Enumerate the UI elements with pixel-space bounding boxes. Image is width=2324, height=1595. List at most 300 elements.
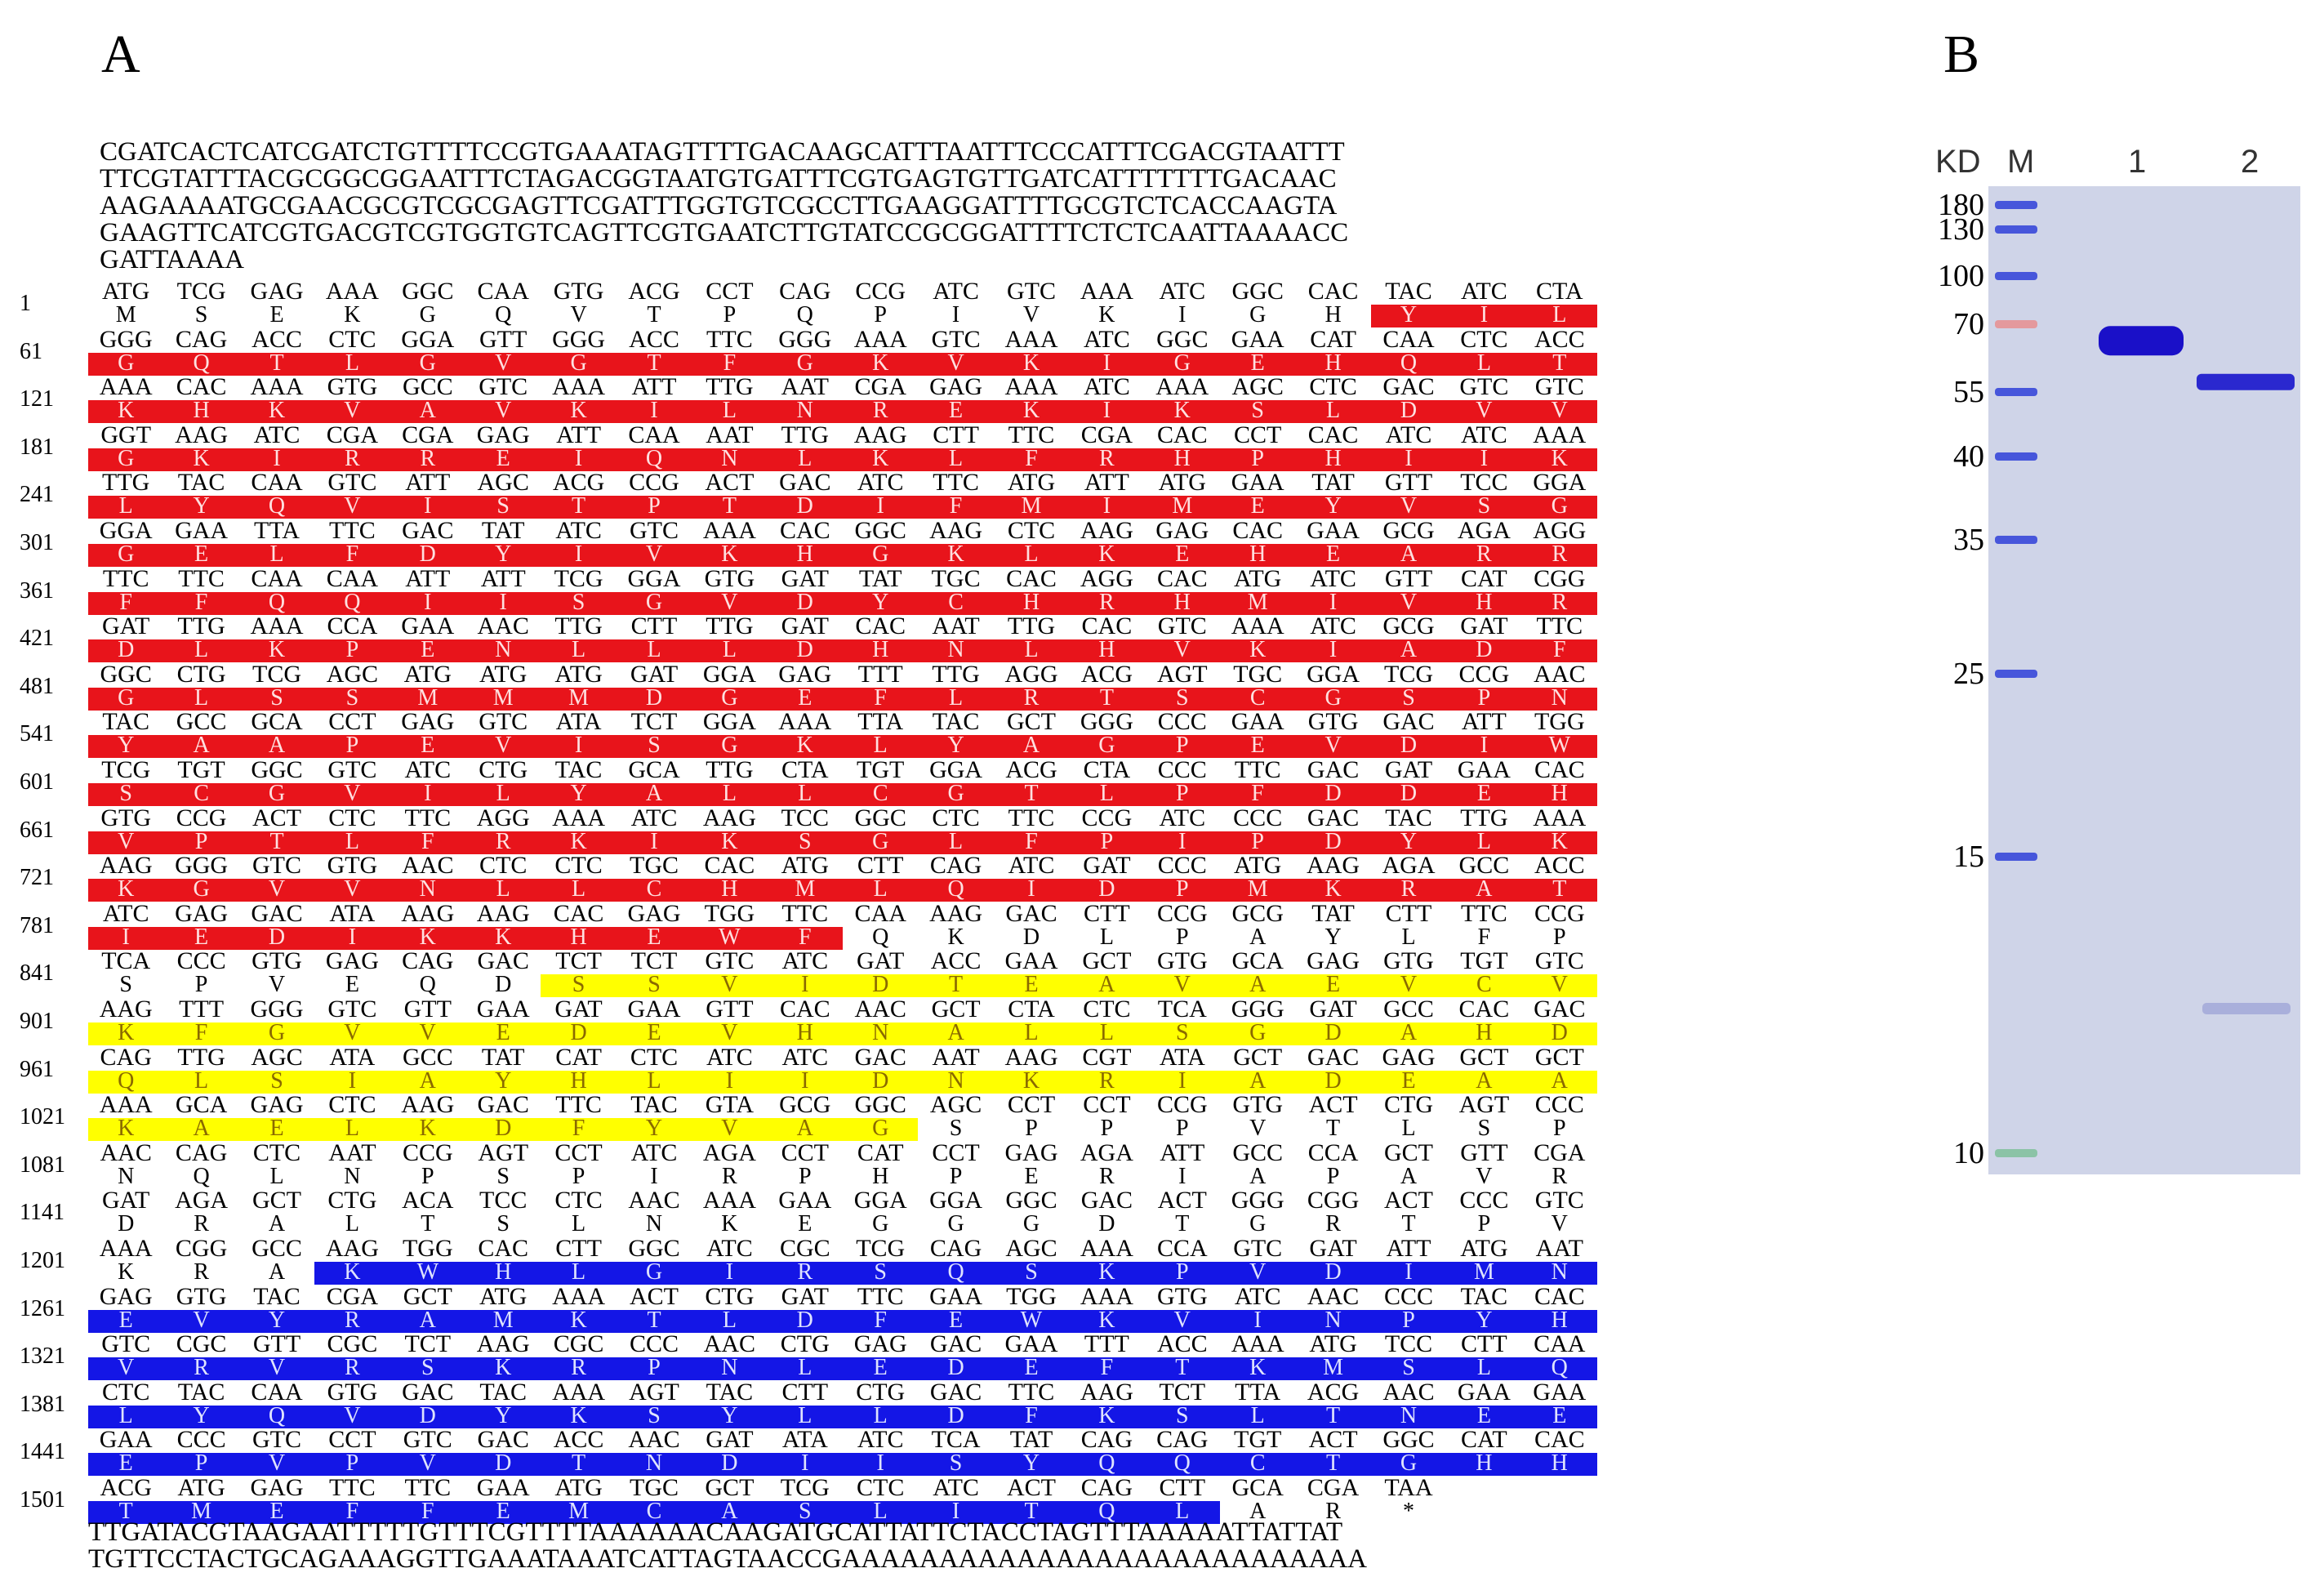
- codon: ACG: [1080, 660, 1133, 688]
- amino-acid: L: [194, 684, 209, 711]
- marker-band: [1995, 388, 2037, 396]
- codon: TCG: [856, 1235, 906, 1262]
- amino-acid: T: [647, 1307, 661, 1333]
- codon: GAC: [251, 899, 303, 927]
- amino-acid: L: [647, 637, 661, 663]
- amino-acid: E: [1250, 493, 1265, 519]
- amino-acid: S: [799, 1499, 812, 1524]
- amino-acid: R: [345, 445, 360, 471]
- codon: TTC: [329, 517, 376, 544]
- codon: AAA: [99, 1091, 153, 1119]
- amino-acid: K: [1173, 398, 1191, 424]
- amino-acid: E: [269, 1116, 284, 1142]
- codon: CCT: [1083, 1091, 1131, 1119]
- amino-acid: G: [721, 684, 738, 711]
- marker-band: [1995, 272, 2037, 280]
- codon: CAA: [251, 1378, 303, 1406]
- marker-kd-label: 70: [1953, 307, 1984, 341]
- codon: CCC: [1157, 852, 1207, 880]
- amino-acid: V: [721, 1116, 738, 1142]
- row-number: 181: [20, 434, 54, 460]
- amino-acid: F: [572, 1116, 585, 1142]
- amino-acid: G: [872, 1211, 889, 1237]
- codon: CCC: [1459, 1187, 1509, 1214]
- codon: ATC: [1461, 278, 1507, 305]
- codon: GAG: [778, 660, 832, 688]
- amino-acid: R: [1023, 684, 1040, 711]
- codon: GCG: [1382, 517, 1435, 544]
- amino-acid: K: [118, 1259, 135, 1285]
- row-number: 961: [20, 1056, 54, 1082]
- amino-acid: F: [194, 1020, 208, 1045]
- amino-acid: Q: [872, 924, 889, 950]
- amino-acid: D: [495, 972, 512, 998]
- amino-acid: I: [1329, 637, 1338, 663]
- amino-acid: Y: [1325, 924, 1342, 950]
- codon: ATC: [1084, 373, 1130, 401]
- codon: ATC: [555, 517, 602, 544]
- amino-acid: K: [1098, 1307, 1115, 1333]
- amino-acid: L: [194, 1067, 209, 1094]
- amino-acid: A: [1400, 1163, 1418, 1189]
- codon: ACT: [1384, 1187, 1433, 1214]
- codon: AGG: [476, 804, 530, 831]
- amino-acid: P: [1553, 1116, 1566, 1142]
- amino-acid: C: [1249, 1450, 1266, 1477]
- codon: CTC: [932, 804, 980, 831]
- codon: CCC: [1383, 1282, 1434, 1310]
- amino-acid: G: [1249, 302, 1267, 327]
- amino-acid: W: [1548, 733, 1571, 759]
- sequence-row: [0, 758, 1633, 805]
- codon: GAC: [402, 517, 454, 544]
- codon: TGT: [177, 756, 225, 783]
- amino-acid: F: [874, 1307, 887, 1333]
- amino-acid: N: [495, 637, 512, 663]
- codon: CAG: [175, 1138, 228, 1166]
- codon: CCT: [328, 1426, 376, 1454]
- codon: GAA: [1231, 325, 1284, 353]
- codon: CCA: [327, 613, 378, 640]
- row-number: 601: [20, 769, 54, 795]
- codon: AGT: [1156, 660, 1208, 688]
- lane-1-header: 1: [2128, 144, 2147, 180]
- amino-acid: D: [1098, 1211, 1115, 1237]
- gel-image: [1988, 186, 2300, 1174]
- amino-acid: E: [1326, 972, 1341, 998]
- codon: CCG: [1458, 660, 1510, 688]
- amino-acid: M: [417, 684, 439, 711]
- amino-acid: I: [1178, 1163, 1186, 1189]
- amino-acid: A: [1249, 924, 1267, 950]
- amino-acid: N: [645, 1450, 663, 1477]
- amino-acid: K: [1551, 828, 1568, 854]
- codon: TAC: [102, 708, 149, 736]
- codon: AAC: [1307, 1282, 1360, 1310]
- amino-acid: F: [1251, 781, 1264, 806]
- amino-acid: K: [268, 637, 286, 663]
- codon: GAA: [476, 1474, 530, 1501]
- amino-acid: F: [1553, 637, 1566, 663]
- amino-acid: S: [874, 1259, 887, 1285]
- codon: TTC: [178, 564, 225, 592]
- codon: CCT: [706, 278, 754, 305]
- amino-acid: D: [796, 637, 813, 663]
- amino-acid: F: [1025, 828, 1038, 854]
- amino-acid: H: [1476, 1020, 1493, 1045]
- amino-acid: D: [268, 924, 286, 950]
- codon: GCC: [1458, 852, 1510, 880]
- codon: GGA: [702, 708, 756, 736]
- codon: ATA: [329, 1043, 376, 1071]
- amino-acid: L: [873, 1499, 888, 1524]
- codon: AGT: [478, 1138, 529, 1166]
- amino-acid: K: [118, 1116, 135, 1142]
- codon: GAA: [1231, 469, 1284, 497]
- codon: GAG: [99, 1282, 153, 1310]
- codon: GAG: [401, 708, 455, 736]
- codon: CTT: [1159, 1474, 1206, 1501]
- amino-acid: I: [650, 398, 658, 424]
- amino-acid: V: [1173, 637, 1191, 663]
- marker-kd-label: 15: [1953, 840, 1984, 874]
- amino-acid: L: [1024, 637, 1039, 663]
- codon: GAT: [857, 947, 905, 975]
- amino-acid: Y: [570, 781, 587, 806]
- sequence-row: [0, 853, 1633, 901]
- amino-acid: G: [118, 445, 135, 471]
- marker-kd-label: 25: [1953, 657, 1984, 691]
- amino-acid: R: [1552, 589, 1568, 615]
- amino-acid: E: [1552, 1402, 1567, 1428]
- codon: CAA: [1382, 325, 1435, 353]
- amino-acid: E: [421, 733, 435, 759]
- codon: ATC: [857, 469, 904, 497]
- amino-acid: H: [1476, 1450, 1493, 1477]
- amino-acid: A: [1400, 541, 1418, 567]
- codon: TAT: [1311, 469, 1355, 497]
- marker-kd-label: 180: [1938, 188, 1984, 222]
- codon: CTG: [780, 1330, 830, 1358]
- amino-acid: D: [872, 972, 889, 998]
- codon: AGA: [175, 1187, 229, 1214]
- codon: CTC: [1007, 517, 1056, 544]
- codon: CGC: [327, 1330, 378, 1358]
- row-number: 1381: [20, 1391, 65, 1417]
- amino-acid: Y: [193, 493, 210, 519]
- codon: GTC: [705, 947, 755, 975]
- amino-acid: I: [725, 1067, 734, 1094]
- codon: AGG: [1004, 660, 1058, 688]
- amino-acid: G: [118, 541, 135, 567]
- amino-acid: E: [1024, 1355, 1039, 1381]
- codon: CAG: [1080, 1474, 1133, 1501]
- lane-2-faint-band: [2202, 1003, 2291, 1014]
- codon: ACG: [552, 469, 605, 497]
- codon: GAA: [1231, 708, 1284, 736]
- codon: ATC: [1159, 804, 1206, 831]
- amino-acid: V: [118, 1355, 135, 1381]
- codon: GTG: [327, 373, 378, 401]
- codon: CAG: [929, 852, 982, 880]
- codon: GAC: [1534, 996, 1586, 1022]
- codon: GGA: [929, 756, 983, 783]
- amino-acid: Q: [419, 972, 436, 998]
- codon: AAA: [702, 517, 756, 544]
- row-number: 1321: [20, 1343, 65, 1370]
- amino-acid: C: [1476, 972, 1492, 998]
- codon: TCA: [101, 947, 151, 975]
- utr3-line: TTGATACGTAAGAATTTTTGTTTCGTTTTAAAAAACAAGATGCATTATTCTACCTAGTTTAAAAATTATTAT: [88, 1517, 1343, 1547]
- codon: ACT: [1308, 1091, 1358, 1119]
- codon: GTC: [327, 469, 377, 497]
- sequence-row: [0, 1138, 1633, 1189]
- amino-acid: P: [1251, 828, 1264, 854]
- amino-acid: P: [1251, 445, 1264, 471]
- amino-acid: F: [119, 589, 132, 615]
- codon: GCC: [176, 708, 227, 736]
- codon: GGG: [250, 996, 304, 1022]
- amino-acid: S: [1402, 1355, 1415, 1381]
- codon: TCA: [1157, 996, 1207, 1022]
- codon: CTT: [630, 613, 678, 640]
- codon: CAC: [1006, 564, 1057, 592]
- codon: ATT: [631, 373, 677, 401]
- codon: GAA: [1457, 1378, 1511, 1406]
- amino-acid: C: [872, 781, 888, 806]
- amino-acid: S: [1251, 398, 1264, 424]
- codon: GAT: [1309, 996, 1357, 1022]
- amino-acid: S: [1477, 493, 1491, 519]
- amino-acid: F: [1025, 1402, 1038, 1428]
- amino-acid: R: [872, 398, 888, 424]
- codon: GGC: [854, 804, 906, 831]
- amino-acid: E: [194, 541, 209, 567]
- amino-acid: V: [268, 1355, 286, 1381]
- codon: ATC: [1461, 421, 1507, 448]
- amino-acid: A: [796, 1116, 813, 1142]
- codon: TAC: [554, 756, 603, 783]
- codon: ATG: [177, 1474, 225, 1501]
- amino-acid: A: [1400, 637, 1418, 663]
- amino-acid: P: [345, 733, 359, 759]
- amino-acid: P: [1176, 1259, 1189, 1285]
- amino-acid: G: [1325, 684, 1342, 711]
- codon: TCT: [630, 708, 678, 736]
- codon: GTG: [1307, 708, 1359, 736]
- amino-acid: G: [1400, 1450, 1418, 1477]
- amino-acid: L: [1476, 828, 1491, 854]
- amino-acid: D: [1325, 828, 1342, 854]
- codon: AAC: [628, 1187, 680, 1214]
- amino-acid: Q: [796, 302, 813, 327]
- amino-acid: L: [496, 876, 510, 902]
- amino-acid: K: [872, 350, 889, 376]
- codon: GTG: [252, 947, 302, 975]
- codon: AAT: [706, 421, 754, 448]
- amino-acid: P: [1176, 733, 1189, 759]
- amino-acid: S: [1176, 1402, 1189, 1428]
- codon: GAT: [554, 996, 603, 1022]
- amino-acid: V: [947, 350, 964, 376]
- sequence-row: [0, 997, 1633, 1045]
- amino-acid: N: [118, 1163, 135, 1189]
- amino-acid: M: [1473, 1259, 1494, 1285]
- codon: AAG: [1004, 1043, 1058, 1071]
- amino-acid: R: [345, 1355, 360, 1381]
- sequence-row: [0, 519, 1633, 566]
- codon: CAT: [555, 1043, 602, 1071]
- row-number: 901: [20, 1009, 54, 1034]
- codon: TTC: [404, 1474, 452, 1501]
- sequence-row: [0, 899, 1633, 950]
- amino-acid: V: [645, 541, 663, 567]
- codon: TTA: [857, 708, 904, 736]
- codon: GCT: [1007, 708, 1056, 736]
- amino-acid: M: [1247, 876, 1268, 902]
- amino-acid: I: [574, 445, 583, 471]
- amino-acid: E: [269, 1499, 284, 1524]
- codon: GTT: [1460, 1138, 1508, 1166]
- codon: AAA: [702, 1187, 756, 1214]
- codon: GTC: [931, 325, 981, 353]
- amino-acid: L: [949, 684, 964, 711]
- amino-acid: Q: [1400, 350, 1418, 376]
- amino-acid: G: [118, 350, 135, 376]
- amino-acid: D: [1325, 1020, 1342, 1045]
- codon: CGA: [1080, 421, 1133, 448]
- sequence-row: [0, 1282, 1633, 1333]
- codon: AAA: [853, 325, 907, 353]
- amino-acid: N: [872, 1020, 889, 1045]
- codon: TTG: [706, 756, 754, 783]
- codon: CGA: [402, 421, 454, 448]
- amino-acid: D: [1022, 924, 1040, 950]
- codon: ACG: [628, 278, 680, 305]
- amino-acid: I: [574, 733, 583, 759]
- amino-acid: M: [1172, 493, 1193, 519]
- amino-acid: E: [496, 445, 510, 471]
- codon: GGA: [929, 1187, 983, 1214]
- amino-acid: A: [419, 1067, 436, 1094]
- amino-acid: L: [949, 828, 964, 854]
- codon: GAT: [1384, 756, 1433, 783]
- codon: AGG: [1533, 517, 1587, 544]
- amino-acid: H: [570, 924, 587, 950]
- amino-acid: R: [1099, 1067, 1115, 1094]
- amino-acid: L: [345, 1116, 359, 1142]
- amino-acid: L: [572, 637, 586, 663]
- codon: ATC: [630, 804, 678, 831]
- codon: GGA: [1533, 469, 1587, 497]
- amino-acid: S: [421, 1355, 434, 1381]
- amino-acid: P: [572, 1163, 585, 1189]
- amino-acid: V: [344, 493, 361, 519]
- codon: GCT: [705, 1474, 755, 1501]
- row-number: 301: [20, 530, 54, 555]
- codon: AAG: [99, 996, 153, 1022]
- codon: GCT: [1082, 947, 1132, 975]
- amino-acid: L: [572, 876, 586, 902]
- amino-acid: H: [872, 1163, 889, 1189]
- codon: AAA: [1533, 421, 1587, 448]
- amino-acid: H: [796, 1020, 813, 1045]
- marker-kd-label: 55: [1953, 375, 1984, 409]
- amino-acid: G: [947, 781, 964, 806]
- codon: GAC: [477, 1091, 529, 1119]
- amino-acid: Q: [193, 350, 210, 376]
- amino-acid: Q: [495, 302, 512, 327]
- codon: AAA: [778, 708, 832, 736]
- amino-acid: V: [1476, 1163, 1493, 1189]
- codon: CGG: [1307, 1187, 1360, 1214]
- codon: TCG: [176, 278, 226, 305]
- amino-acid: I: [951, 302, 960, 327]
- amino-acid: A: [193, 1116, 210, 1142]
- codon: ATC: [404, 756, 452, 783]
- codon: AAG: [175, 421, 229, 448]
- codon: AAA: [99, 1235, 153, 1262]
- codon: TTG: [177, 613, 225, 640]
- amino-acid: S: [194, 302, 208, 327]
- codon: ACC: [553, 1426, 604, 1454]
- codon: CTA: [781, 756, 829, 783]
- utr3-line: TGTTCCTACTGCAGAAAGGTTGAAATAAATCATTAGTAACCGAAAAAAAAAAAAAAAAAAAAAAAAAAA: [88, 1544, 1368, 1574]
- amino-acid: E: [496, 1499, 510, 1524]
- amino-acid: E: [269, 302, 284, 327]
- codon: GTC: [327, 756, 377, 783]
- amino-acid: T: [1024, 1499, 1039, 1524]
- codon: TCC: [1384, 1330, 1433, 1358]
- amino-acid: F: [1025, 445, 1038, 471]
- amino-acid: L: [798, 1402, 813, 1428]
- codon: GAG: [1307, 947, 1360, 975]
- amino-acid: K: [570, 828, 587, 854]
- codon: CCG: [855, 278, 906, 305]
- codon: CTG: [1384, 1091, 1433, 1119]
- amino-acid: R: [194, 1259, 209, 1285]
- codon: GAC: [1382, 708, 1435, 736]
- amino-acid: Q: [645, 445, 663, 471]
- codon: CAC: [779, 996, 830, 1022]
- amino-acid: I: [876, 493, 884, 519]
- amino-acid: E: [345, 972, 359, 998]
- codon: AGC: [1005, 1235, 1057, 1262]
- marker-band: [1995, 201, 2037, 209]
- amino-acid: S: [496, 1163, 510, 1189]
- codon: ATC: [1234, 1282, 1281, 1310]
- codon: GCT: [252, 1187, 301, 1214]
- amino-acid: V: [268, 876, 286, 902]
- amino-acid: I: [1178, 302, 1186, 327]
- amino-acid: L: [1024, 1020, 1039, 1045]
- codon: GAA: [778, 1187, 832, 1214]
- codon: GAC: [1307, 756, 1360, 783]
- amino-acid: P: [949, 1163, 963, 1189]
- utr5-line: CGATCACTCATCGATCTGTTTTCCGTGAAATAGTTTTGACAAGCATTTAATTTCCCATTTCGACGTAATTT: [100, 137, 1345, 167]
- amino-acid: H: [1249, 541, 1267, 567]
- codon: GCA: [1231, 947, 1284, 975]
- codon: CGC: [779, 1235, 830, 1262]
- codon: CTC: [328, 804, 376, 831]
- amino-acid: D: [872, 1067, 889, 1094]
- codon: GGC: [854, 517, 906, 544]
- codon: CCC: [1233, 804, 1283, 831]
- codon: TTC: [781, 899, 829, 927]
- amino-acid: A: [1249, 972, 1267, 998]
- sequence-row: [0, 564, 1633, 615]
- amino-acid: L: [873, 1402, 888, 1428]
